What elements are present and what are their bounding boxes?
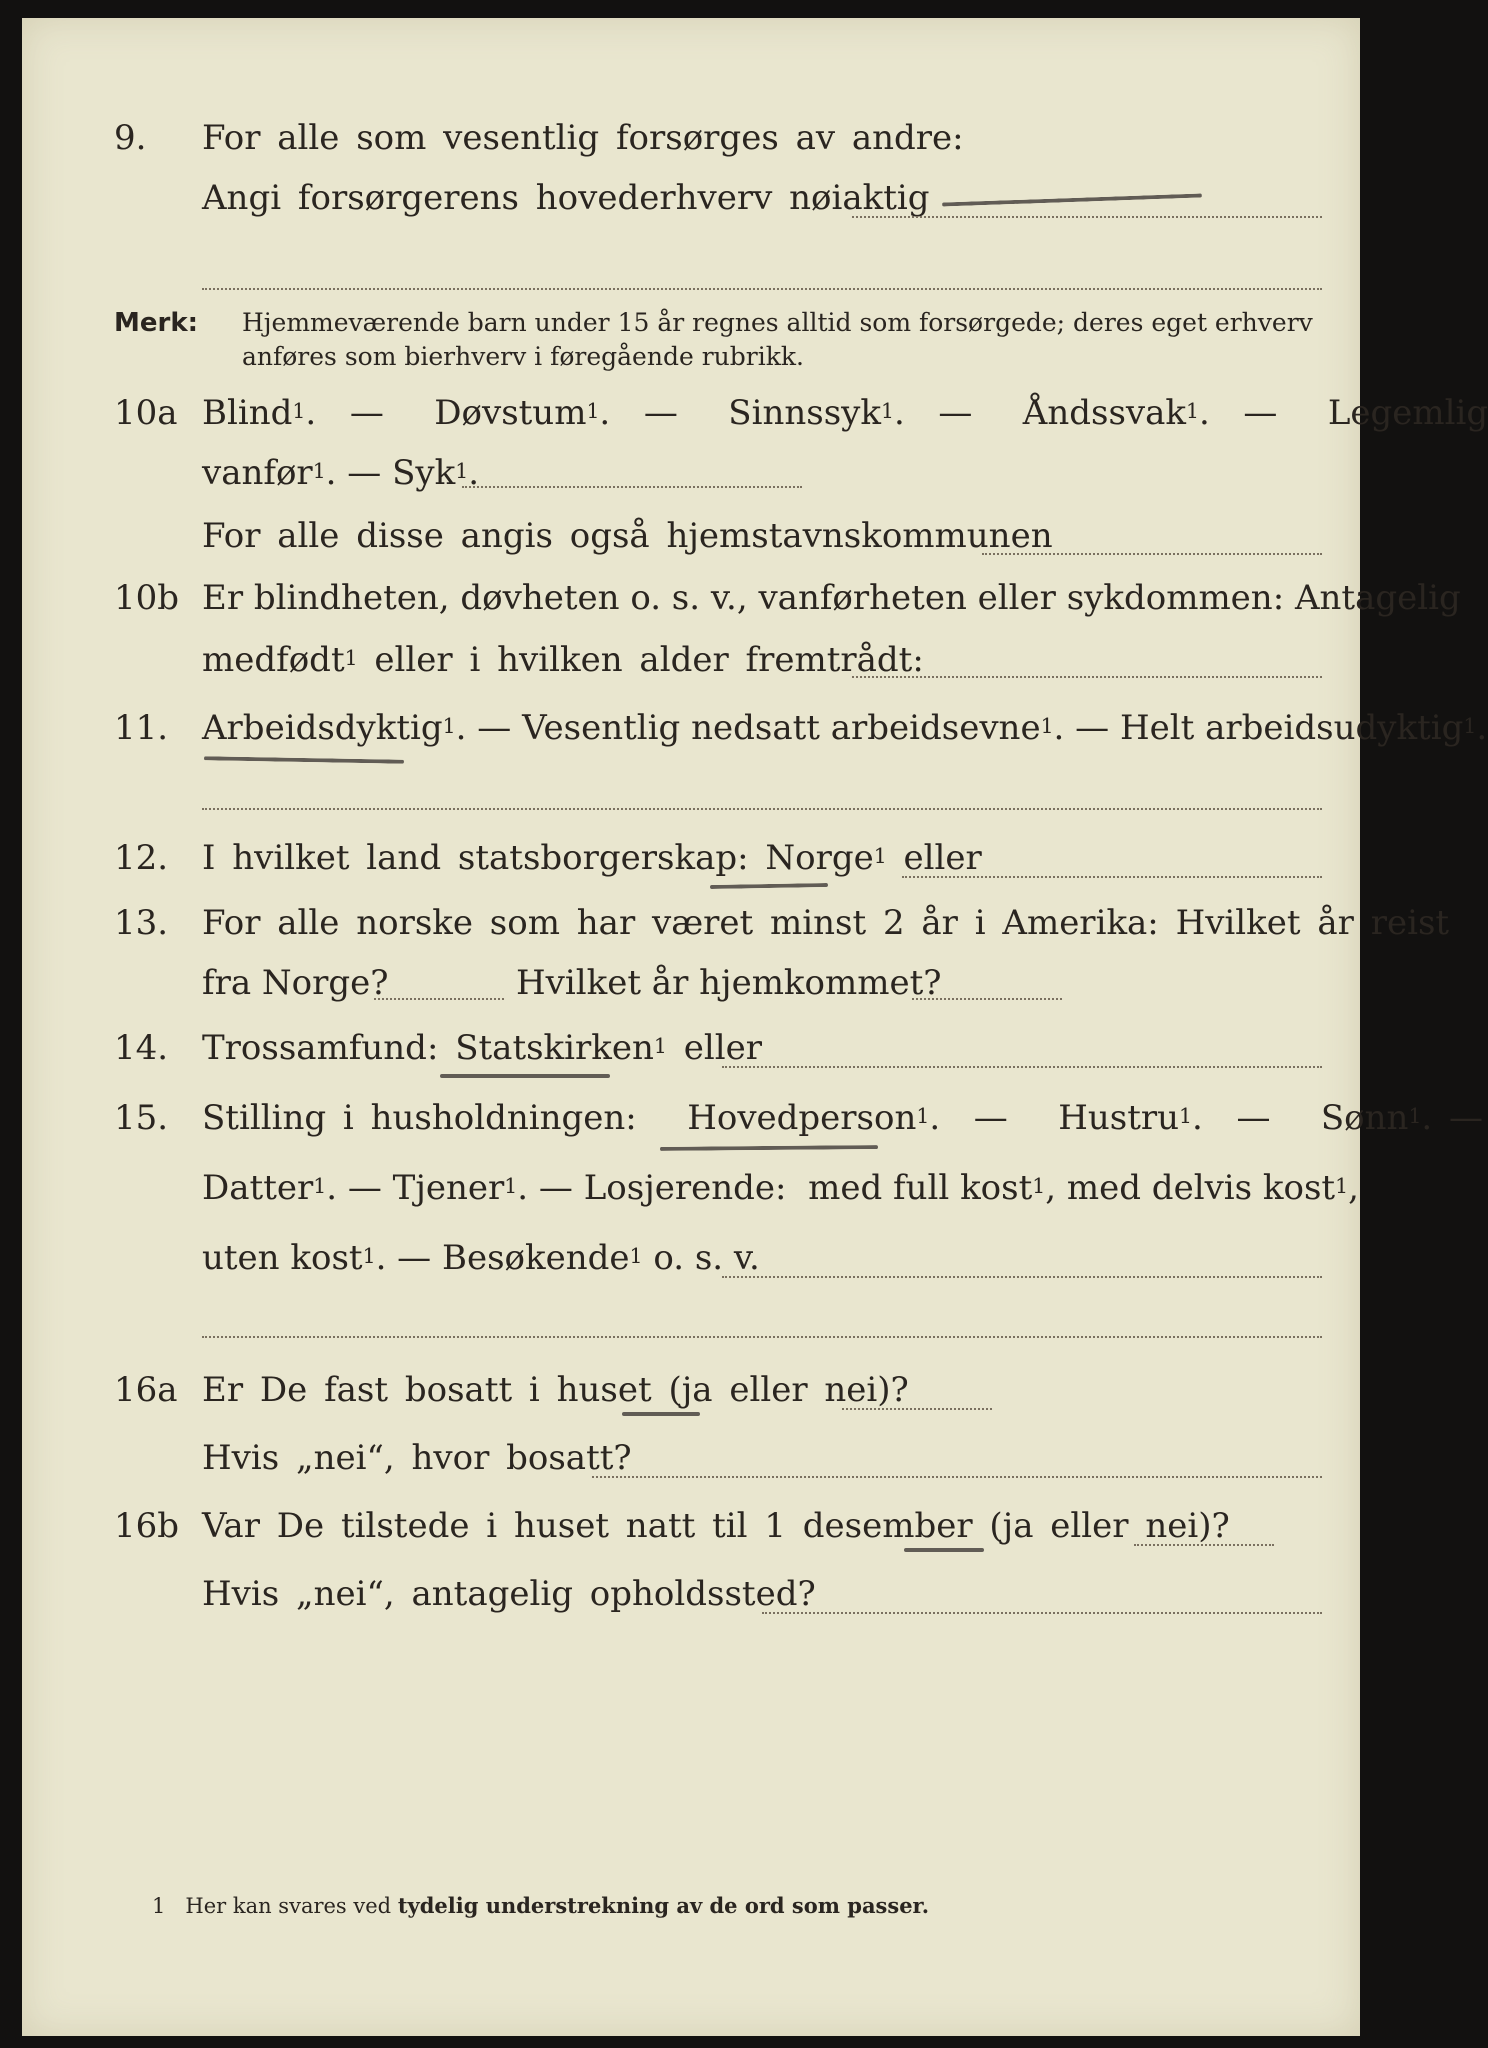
q16b-location-field[interactable] xyxy=(762,1612,1322,1614)
q9-answer-field-2[interactable] xyxy=(202,288,1322,290)
footnote-mark: 1 xyxy=(152,1894,166,1918)
q15-option-delvis-kost[interactable]: med delvis kost xyxy=(1066,1168,1336,1208)
q10a-option-legemlig[interactable]: Legemlig xyxy=(1327,393,1488,433)
footnote-ref: 1 xyxy=(312,459,326,483)
q11-answer-field[interactable] xyxy=(202,808,1322,810)
q10b-option-medfodt[interactable]: medfødt xyxy=(202,640,345,680)
q13-return-year-field[interactable] xyxy=(912,998,1062,1000)
q15-osv: o. s. v. xyxy=(653,1238,760,1278)
q13-line2a: fra Norge? xyxy=(202,963,389,1003)
q11-option-arbeidsdyktig[interactable]: Arbeidsdyktig xyxy=(202,708,443,748)
q10a-number: 10a xyxy=(114,393,178,433)
q16b-number: 16b xyxy=(114,1506,180,1546)
q16a-residence-field[interactable] xyxy=(592,1476,1322,1478)
q10a-option-syk[interactable]: Syk xyxy=(392,453,456,493)
q15-option-sonn[interactable]: Sønn xyxy=(1320,1098,1409,1138)
q16a-number: 16a xyxy=(114,1370,178,1410)
footnote-ref: 1 xyxy=(442,714,456,738)
footnote-ref: 1 xyxy=(1032,1174,1046,1198)
q10a-option-vanfor[interactable]: vanfør xyxy=(202,453,313,493)
q11-line: Arbeidsdyktig$^1$. — Vesentlig nedsatt arbeidsevne$^1$. — Helt arbeidsudyktig$^1$. xyxy=(202,708,1488,748)
q15-line1: Stilling i husholdningen: Hovedperson$^1$. — Hustru$^1$. — Sønn$^1$. — xyxy=(202,1098,1484,1138)
q15-option-hovedperson[interactable]: Hovedperson xyxy=(687,1098,917,1138)
q9-number: 9. xyxy=(114,118,147,158)
footnote-ref: 1 xyxy=(313,1174,327,1198)
q9-line2: Angi forsørgerens hovederhverv nøiaktig xyxy=(202,178,930,218)
q10a-option-sinnssyk[interactable]: Sinnssyk xyxy=(728,393,881,433)
footnote-ref: 1 xyxy=(1040,714,1054,738)
footnote-ref: 1 xyxy=(344,646,358,670)
q12-suffix: eller xyxy=(903,838,982,878)
q15-option-full-kost[interactable]: med full kost xyxy=(808,1168,1033,1208)
q15-option-datter[interactable]: Datter xyxy=(202,1168,314,1208)
q10b-answer-field[interactable] xyxy=(852,676,1322,678)
q10a-option-andssvak[interactable]: Åndssvak xyxy=(1022,393,1186,433)
q10b-line2 xyxy=(202,640,924,680)
q10b-line1: Er blindheten, døvheten o. s. v., vanførheten eller sykdommen: Antagelig xyxy=(202,578,1461,618)
q14-line xyxy=(202,1028,762,1068)
footnote-ref: 1 xyxy=(629,1244,643,1268)
footnote-ref: 1 xyxy=(1335,1174,1349,1198)
q10b-line2-rest: eller i hvilken alder fremtrådt: xyxy=(374,640,924,680)
q16a-answer-field[interactable] xyxy=(842,1408,992,1410)
q10a-home-municipality-field[interactable] xyxy=(982,553,1322,555)
q16a-line2: Hvis „nei“, hvor bosatt? xyxy=(202,1438,632,1478)
q16b-underline-mark xyxy=(904,1548,984,1552)
q10a-answer-field[interactable] xyxy=(462,486,802,488)
q14-prefix: Trossamfund: xyxy=(202,1028,439,1068)
footnote-ref: 1 xyxy=(504,1174,518,1198)
footnote-ref: 1 xyxy=(1179,1104,1193,1128)
q12-option-norge[interactable]: Norge xyxy=(765,838,874,878)
q9-answer-field[interactable] xyxy=(852,216,1322,218)
q15-losjerende: Losjerende: xyxy=(583,1168,787,1208)
q12-answer-field[interactable] xyxy=(902,876,1322,878)
q16b-line2: Hvis „nei“, antagelig opholdssted? xyxy=(202,1574,816,1614)
q12-prefix: I hvilket land statsborgerskap: xyxy=(202,838,749,878)
footnote-ref: 1 xyxy=(873,844,887,868)
q13-number: 13. xyxy=(114,903,169,943)
q12-underline-mark xyxy=(710,883,828,889)
q15-answer-field[interactable] xyxy=(722,1276,1322,1278)
q15-line3: uten kost$^1$. — Besøkende$^1$ o. s. v. xyxy=(202,1238,760,1278)
q15-option-tjener[interactable]: Tjener xyxy=(392,1168,505,1208)
q11-option-nedsatt[interactable]: Vesentlig nedsatt arbeidsevne xyxy=(522,708,1041,748)
q15-number: 15. xyxy=(114,1098,169,1138)
q10a-line3: For alle disse angis også hjemstavnskommunen xyxy=(202,516,1053,556)
footnote-text1: Her kan svares ved xyxy=(185,1894,392,1918)
census-form-page xyxy=(22,18,1488,2036)
q10b-number: 10b xyxy=(114,578,180,618)
q13-line2b: Hvilket år hjemkommet? xyxy=(516,963,942,1003)
footnote-ref: 1 xyxy=(1408,1104,1422,1128)
q15-option-uten-kost[interactable]: uten kost xyxy=(202,1238,363,1278)
q9-line1: For alle som vesentlig forsørges av andre: xyxy=(202,118,964,158)
q15-answer-field-2[interactable] xyxy=(202,1336,1322,1338)
q11-underline-mark xyxy=(204,756,404,763)
q16b-line1: Var De tilstede i huset natt til 1 desember (ja eller nei)? xyxy=(202,1506,1230,1546)
q10a-line1: Blind$^1$. — Døvstum$^1$. — Sinnssyk$^1$. — Åndssvak$^1$. — Legemlig xyxy=(202,393,1488,433)
q13-line1: For alle norske som har været minst 2 år i Amerika: Hvilket år reist xyxy=(202,903,1450,943)
q14-suffix: eller xyxy=(683,1028,762,1068)
footnote xyxy=(152,1886,929,1926)
merk-line1: Hjemmeværende barn under 15 år regnes alltid som forsørgede; deres eget erhverv xyxy=(242,308,1313,337)
footnote-text2: tydelig understrekning av de ord som passer. xyxy=(397,1893,930,1918)
merk-line2: anføres som bierhverv i føregående rubrikk. xyxy=(242,342,804,371)
footnote-ref: 1 xyxy=(292,399,306,423)
q15-option-besokende[interactable]: Besøkende xyxy=(442,1238,630,1278)
q10a-option-dovstum[interactable]: Døvstum xyxy=(434,393,587,433)
q16b-answer-field[interactable] xyxy=(1134,1544,1274,1546)
q10a-option-blind[interactable]: Blind xyxy=(202,393,293,433)
q13-departure-year-field[interactable] xyxy=(374,998,504,1000)
q15-option-hustru[interactable]: Hustru xyxy=(1058,1098,1180,1138)
merk-label: Merk: xyxy=(114,308,199,338)
q15-underline-mark xyxy=(660,1145,878,1151)
q15-line2: Datter$^1$. — Tjener$^1$. — Losjerende: med full kost$^1$, med delvis kost$^1$, xyxy=(202,1168,1359,1208)
footnote-ref: 1 xyxy=(455,459,469,483)
q10a-line2: vanfør$^1$. — Syk$^1$. xyxy=(202,453,480,493)
q14-underline-mark xyxy=(440,1074,610,1078)
q15-prefix: Stilling i husholdningen: xyxy=(202,1098,637,1138)
footnote-ref: 1 xyxy=(586,399,600,423)
q14-option-statskirken[interactable]: Statskirken xyxy=(455,1028,654,1068)
footnote-ref: 1 xyxy=(653,1034,667,1058)
footnote-ref: 1 xyxy=(880,399,894,423)
q16a-line1: Er De fast bosatt i huset (ja eller nei)? xyxy=(202,1370,909,1410)
q12-line xyxy=(202,838,982,878)
footnote-ref: 1 xyxy=(362,1244,376,1268)
q14-number: 14. xyxy=(114,1028,169,1068)
footnote-ref: 1 xyxy=(916,1104,930,1128)
q12-number: 12. xyxy=(114,838,169,878)
q11-number: 11. xyxy=(114,708,169,748)
footnote-ref: 1 xyxy=(1463,714,1477,738)
q11-option-udyktig[interactable]: Helt arbeidsudyktig xyxy=(1119,708,1464,748)
footnote-ref: 1 xyxy=(1186,399,1199,423)
q16a-underline-mark xyxy=(622,1412,700,1416)
q9-pen-stroke xyxy=(942,193,1202,206)
q14-answer-field[interactable] xyxy=(722,1066,1322,1068)
